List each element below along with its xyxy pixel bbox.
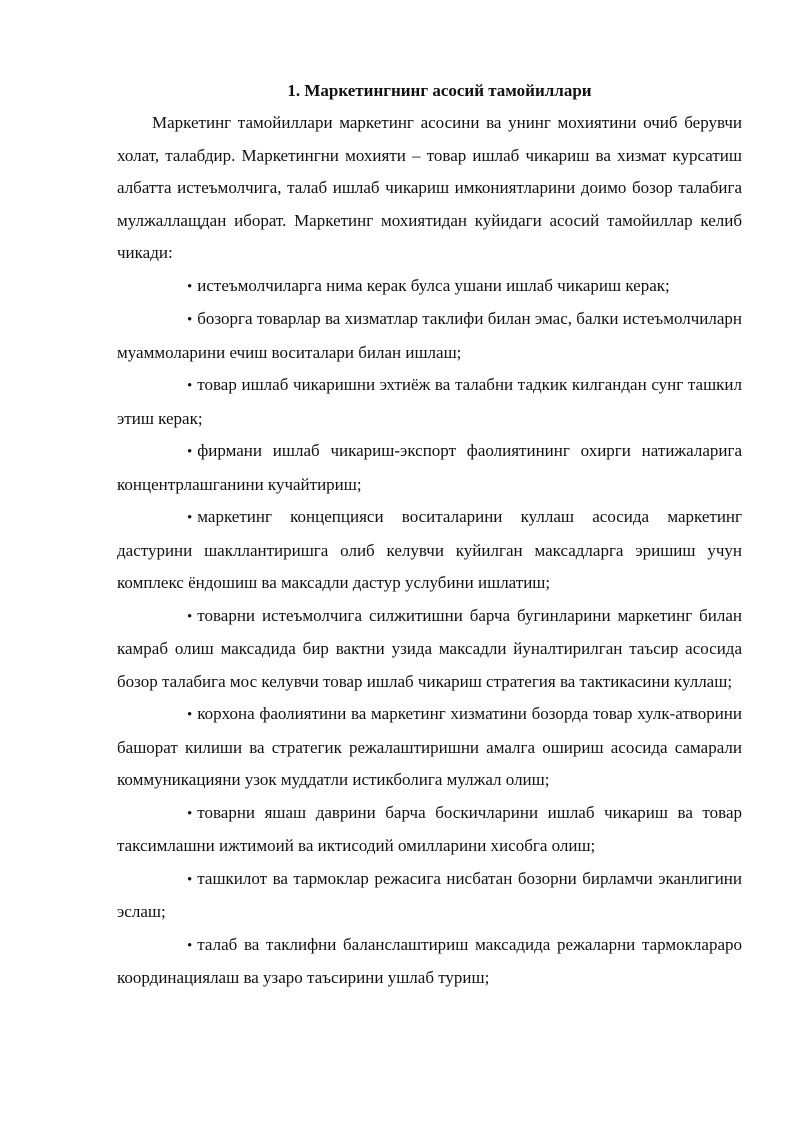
bullet-icon: • — [187, 510, 193, 526]
list-item-text: товар ишлаб чикаришни эхтиёж ва талабни тадкик килгандан сунг ташкил этиш керак; — [117, 375, 742, 428]
bullet-icon: • — [187, 444, 193, 460]
list-item — [117, 600, 742, 699]
list-item-text: истеъмолчиларга нима керак булса ушани ишлаб чикариш керак; — [197, 275, 670, 295]
bullet-icon: • — [187, 312, 193, 328]
list-item — [117, 698, 742, 797]
list-item-text: корхона фаолиятини ва маркетинг хизматини бозорда товар хулк-атворини башорат килиши ва стратегик режалаштиришни амалга ошириш асосида самарали коммуникацияни узок муддатли истикболига мулжал олиш; — [117, 704, 742, 789]
list-item — [117, 501, 742, 600]
list-item — [117, 303, 742, 369]
bullet-icon: • — [187, 937, 193, 954]
list-item — [117, 929, 742, 995]
list-item-text: ташкилот ва тармоклар режасига нисбатан бозорни бирламчи эканлигини эслаш; — [117, 868, 742, 921]
list-item-text: бозорга товарлар ва хизматлар таклифи билан эмас, балки истеъмолчиларн муаммоларини ечиш воситалари билан ишлаш; — [117, 309, 742, 362]
bullet-icon: • — [187, 608, 193, 625]
list-item-text: товарни истеъмолчига силжитишни барча бугинларини маркетинг билан камраб олиш максадида бир вактни узида максадли йуналтирилган таъсир асосида бозор талабига мос келувчи товар ишлаб чикариш стратегия ва тактикасини куллаш; — [117, 605, 742, 691]
list-item — [117, 435, 742, 501]
list-item-text: маркетинг концепцияси воситаларини куллаш асосида маркетинг дастурини шакллантиришга олиб келувчи куйилган максадларга эришиш учун комплекс ёндошиш ва максадли дастур услубини ишлатиш; — [117, 507, 742, 592]
list-item — [117, 270, 742, 304]
list-item-text: товарни яшаш даврини барча боскичларини ишлаб чикариш ва товар таксимлашни ижтимоий ва иктисодий омилларини хисобга олиш; — [117, 802, 742, 855]
section-title: 1. Маркетингнинг асосий тамойиллари — [287, 81, 592, 100]
list-item-text: талаб ва таклифни баланслаштириш максадида режаларни тармоклараро координациялаш ва узаро таъсирини ушлаб туриш; — [117, 934, 742, 987]
bullet-icon: • — [187, 278, 193, 295]
bullet-icon: • — [187, 378, 193, 394]
intro-paragraph: Маркетинг тамойиллари маркетинг асосини ва унинг мохиятини очиб берувчи холат, талабдир. Маркетингни мохияти – товар ишлаб чикариш ва хизмат курсатиш албатта истеъмолчига, талаб ишлаб чикариш имкониятларини доимо бозор талабига мулжаллащдан иборат. Маркетинг мохиятидан куйидаги асосий тамойиллар келиб чикади: — [117, 113, 742, 262]
list-item — [117, 797, 742, 863]
bullet-icon: • — [187, 871, 193, 888]
bullet-icon: • — [187, 805, 193, 822]
list-item — [117, 369, 742, 435]
list-item-text: фирмани ишлаб чикариш-экспорт фаолиятининг охирги натижаларига концентрлашганини кучайтириш; — [117, 441, 742, 494]
list-item — [117, 863, 742, 929]
bullet-icon: • — [187, 707, 193, 723]
